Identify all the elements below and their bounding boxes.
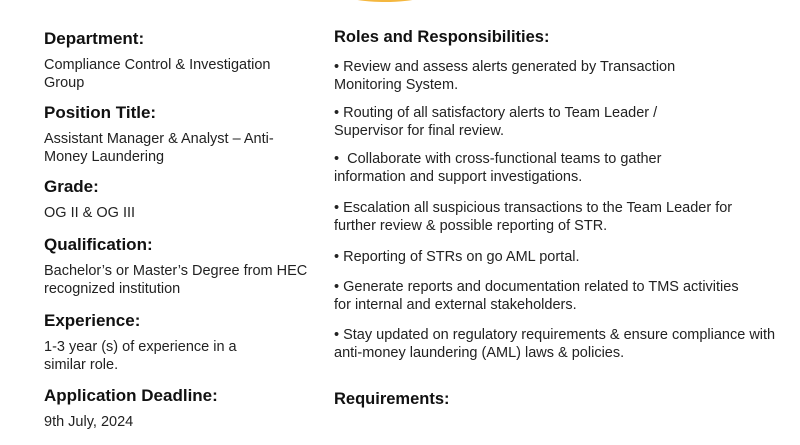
top-accent-shape	[330, 0, 440, 2]
job-details-column	[44, 28, 316, 431]
list-item: • Collaborate with cross-functional teams to gather information and support investigations.	[334, 151, 666, 185]
experience-value: 1-3 year (s) of experience in a similar role.	[44, 339, 237, 373]
list-item: • Reporting of STRs on go AML portal.	[334, 249, 580, 265]
deadline-heading: Application Deadline:	[44, 386, 218, 405]
list-item: • Routing of all satisfactory alerts to Team Leader / Supervisor for final review.	[334, 105, 662, 139]
requirements-heading: Requirements:	[334, 390, 450, 408]
list-item: • Escalation all suspicious transactions to the Team Leader for further review & possible reporting of STR.	[334, 200, 737, 234]
list-item: • Generate reports and documentation related to TMS activities for internal and external stakeholders.	[334, 279, 743, 313]
grade-value: OG II & OG III	[44, 205, 136, 221]
department-value: Compliance Control & Investigation Group	[44, 57, 271, 91]
roles-heading: Roles and Responsibilities:	[334, 28, 550, 46]
roles-list	[334, 58, 794, 362]
experience-heading: Experience:	[44, 311, 141, 330]
list-item: • Stay updated on regulatory requirements & ensure compliance with anti-money laundering (AML) laws & policies.	[334, 327, 780, 361]
qualification-heading: Qualification:	[44, 235, 153, 254]
deadline-value: 9th July, 2024	[44, 414, 134, 430]
list-item: • Review and assess alerts generated by Transaction Monitoring System.	[334, 59, 680, 93]
grade-heading: Grade:	[44, 177, 99, 196]
position-title-heading: Position Title:	[44, 103, 157, 122]
department-heading: Department:	[44, 29, 145, 48]
qualification-value: Bachelor’s or Master’s Degree from HEC recognized institution	[44, 263, 308, 297]
responsibilities-column	[334, 26, 794, 410]
position-title-value: Assistant Manager & Analyst – Anti-Money Laundering	[44, 131, 274, 165]
